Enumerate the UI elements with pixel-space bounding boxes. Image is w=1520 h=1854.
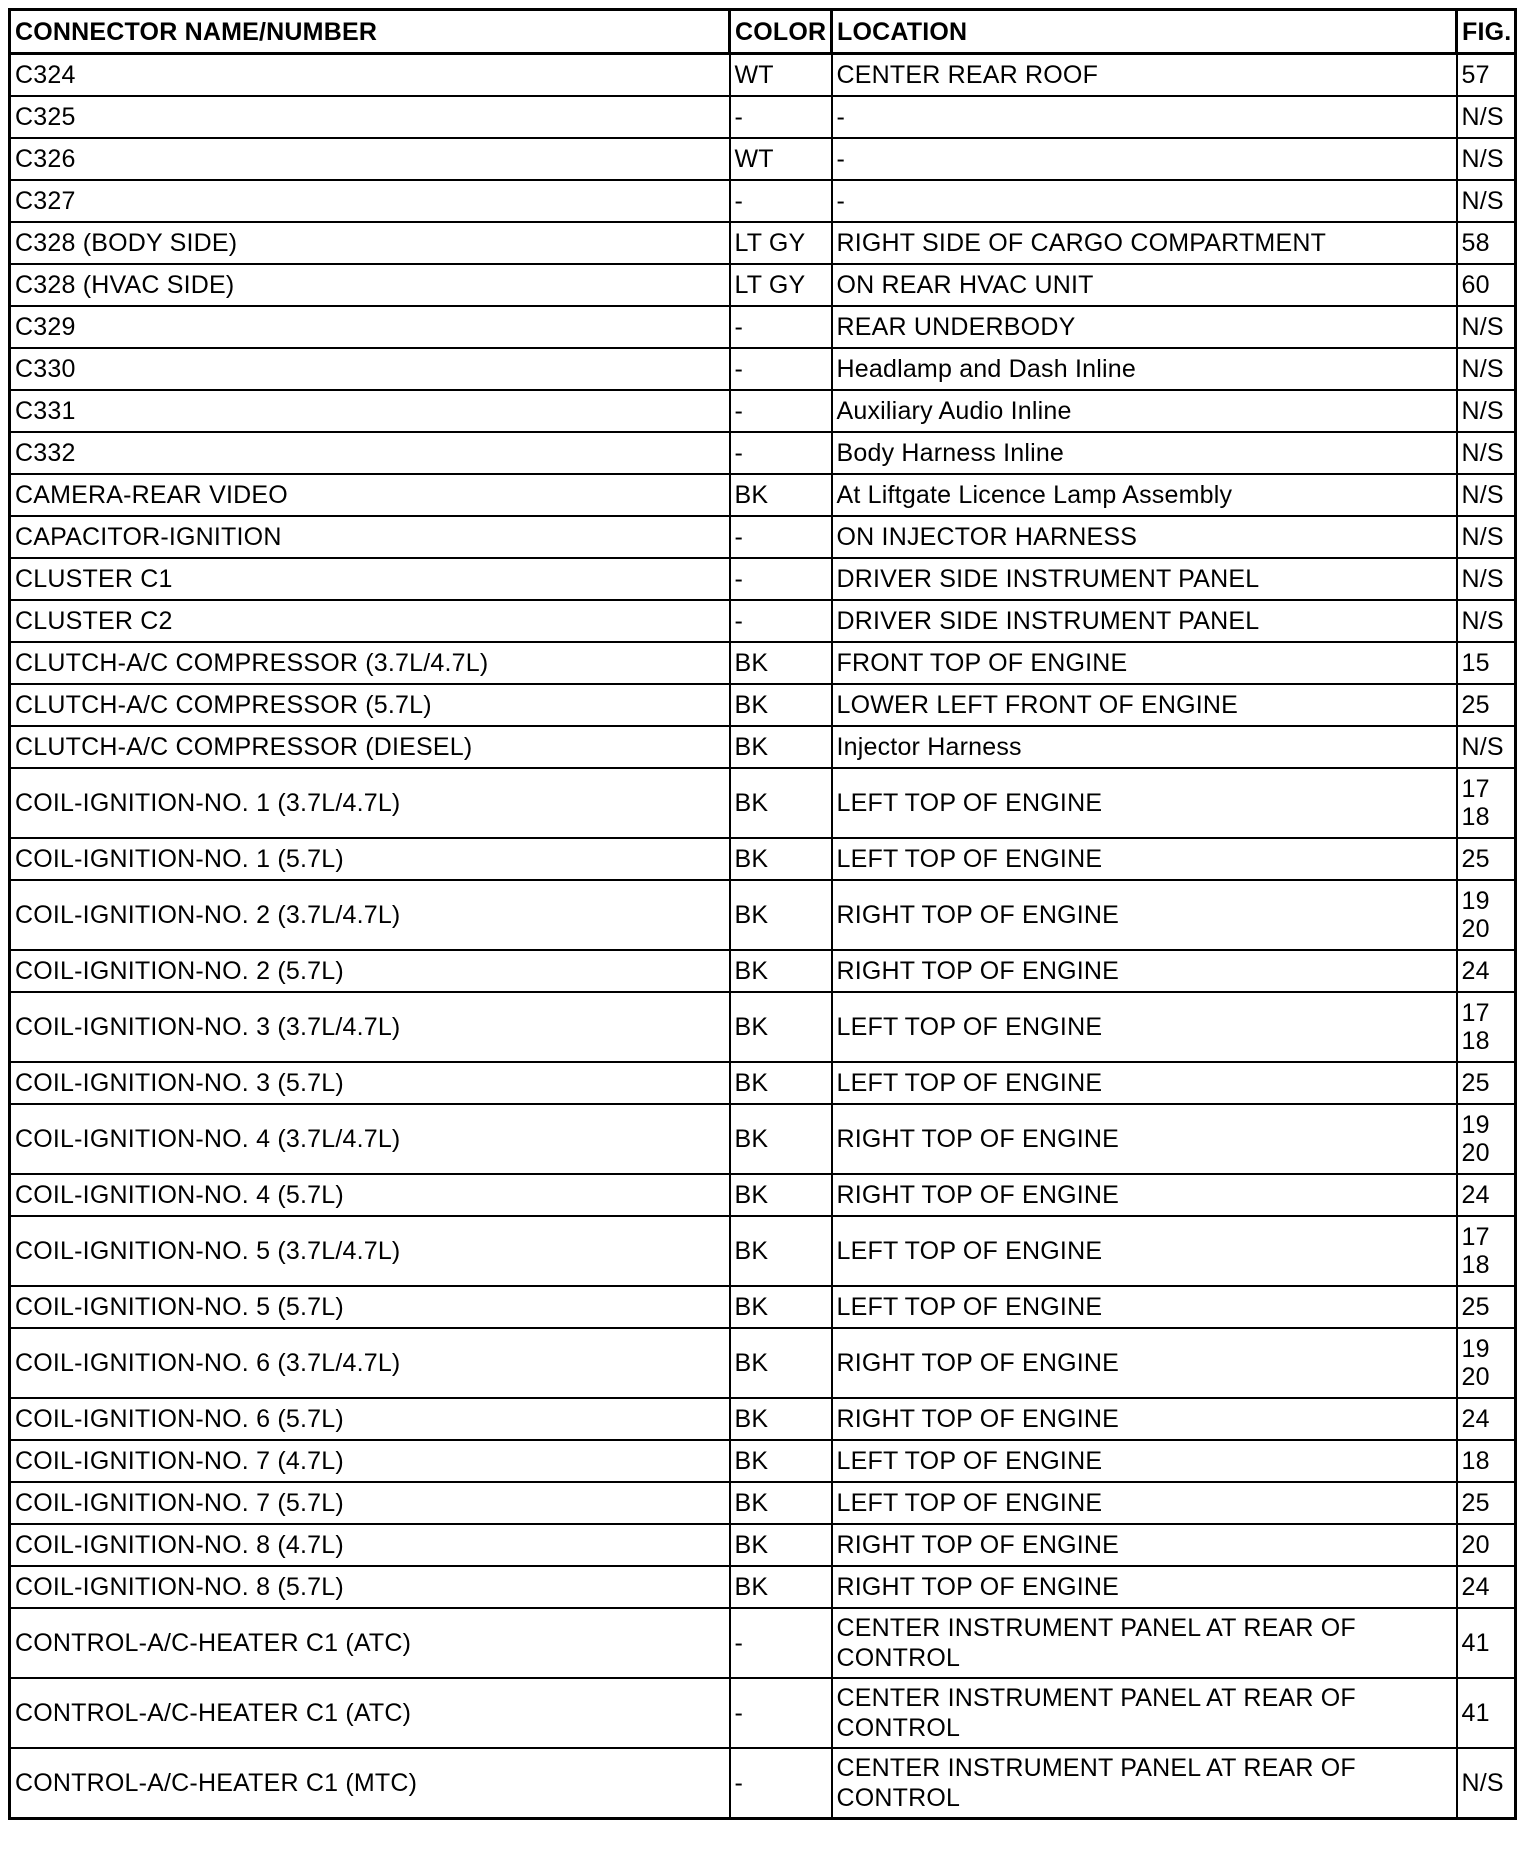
connector-name-cell: CONTROL-A/C-HEATER C1 (ATC) [10,1678,730,1748]
fig-cell: N/S [1457,348,1516,390]
color-cell: BK [730,1216,832,1286]
fig-cell: 18 [1457,1440,1516,1482]
connector-name-cell: COIL-IGNITION-NO. 7 (5.7L) [10,1482,730,1524]
fig-cell: N/S [1457,390,1516,432]
connector-name-cell: COIL-IGNITION-NO. 3 (3.7L/4.7L) [10,992,730,1062]
connector-name-cell: COIL-IGNITION-NO. 6 (5.7L) [10,1398,730,1440]
fig-cell: 24 [1457,1174,1516,1216]
header-location: LOCATION [832,10,1457,54]
location-cell: CENTER REAR ROOF [832,54,1457,97]
fig-cell: N/S [1457,1748,1516,1819]
connector-name-cell: CLUSTER C2 [10,600,730,642]
location-cell: Auxiliary Audio Inline [832,390,1457,432]
location-cell: REAR UNDERBODY [832,306,1457,348]
fig-cell: 25 [1457,838,1516,880]
connector-name-cell: CONTROL-A/C-HEATER C1 (MTC) [10,1748,730,1819]
color-cell: - [730,600,832,642]
location-cell: Injector Harness [832,726,1457,768]
location-cell: LEFT TOP OF ENGINE [832,768,1457,838]
table-row [10,992,1516,1062]
table-row [10,432,1516,474]
color-cell: - [730,516,832,558]
table-row [10,1524,1516,1566]
fig-cell: N/S [1457,180,1516,222]
connector-name-cell: C330 [10,348,730,390]
connector-name-cell: COIL-IGNITION-NO. 2 (5.7L) [10,950,730,992]
fig-cell: 17 18 [1457,768,1516,838]
location-cell: RIGHT TOP OF ENGINE [832,1398,1457,1440]
connector-name-cell: COIL-IGNITION-NO. 4 (5.7L) [10,1174,730,1216]
fig-cell: 24 [1457,950,1516,992]
connector-name-cell: C332 [10,432,730,474]
fig-cell: N/S [1457,474,1516,516]
connector-name-cell: C329 [10,306,730,348]
fig-cell: 19 20 [1457,1104,1516,1174]
connector-name-cell: CLUTCH-A/C COMPRESSOR (3.7L/4.7L) [10,642,730,684]
table-row [10,768,1516,838]
location-cell: Body Harness Inline [832,432,1457,474]
table-row [10,264,1516,306]
location-cell: RIGHT SIDE OF CARGO COMPARTMENT [832,222,1457,264]
color-cell: WT [730,138,832,180]
color-cell: BK [730,642,832,684]
table-row [10,1398,1516,1440]
location-cell: CENTER INSTRUMENT PANEL AT REAR OF CONTROL [832,1608,1457,1678]
color-cell: - [730,432,832,474]
color-cell: BK [730,768,832,838]
location-cell: - [832,180,1457,222]
color-cell: BK [730,1062,832,1104]
connector-name-cell: COIL-IGNITION-NO. 8 (5.7L) [10,1566,730,1608]
color-cell: LT GY [730,264,832,306]
fig-cell: N/S [1457,516,1516,558]
connector-name-cell: COIL-IGNITION-NO. 5 (3.7L/4.7L) [10,1216,730,1286]
table-row [10,558,1516,600]
table-row [10,1678,1516,1748]
fig-cell: N/S [1457,138,1516,180]
fig-cell: N/S [1457,558,1516,600]
table-row [10,880,1516,950]
table-header [10,10,1516,54]
color-cell: BK [730,1174,832,1216]
table-row [10,1104,1516,1174]
color-cell: LT GY [730,222,832,264]
table-row [10,1062,1516,1104]
table-row [10,306,1516,348]
table-row [10,54,1516,97]
table-body [10,54,1516,1819]
color-cell: BK [730,992,832,1062]
table-row [10,642,1516,684]
fig-cell: 25 [1457,1286,1516,1328]
location-cell: Headlamp and Dash Inline [832,348,1457,390]
color-cell: BK [730,1328,832,1398]
connector-name-cell: C328 (HVAC SIDE) [10,264,730,306]
fig-cell: 25 [1457,1482,1516,1524]
table-row [10,180,1516,222]
table-row [10,1748,1516,1819]
fig-cell: 25 [1457,1062,1516,1104]
table-row [10,348,1516,390]
color-cell: - [730,390,832,432]
connector-name-cell: C324 [10,54,730,97]
location-cell: - [832,138,1457,180]
connector-name-cell: CAPACITOR-IGNITION [10,516,730,558]
table-row [10,1482,1516,1524]
location-cell: LOWER LEFT FRONT OF ENGINE [832,684,1457,726]
fig-cell: N/S [1457,432,1516,474]
connector-name-cell: COIL-IGNITION-NO. 5 (5.7L) [10,1286,730,1328]
fig-cell: 24 [1457,1566,1516,1608]
fig-cell: N/S [1457,600,1516,642]
color-cell: BK [730,1566,832,1608]
location-cell: LEFT TOP OF ENGINE [832,1062,1457,1104]
connector-name-cell: CONTROL-A/C-HEATER C1 (ATC) [10,1608,730,1678]
fig-cell: 25 [1457,684,1516,726]
location-cell: At Liftgate Licence Lamp Assembly [832,474,1457,516]
table-row [10,1216,1516,1286]
table-row [10,1328,1516,1398]
header-row [10,10,1516,54]
color-cell: - [730,1608,832,1678]
fig-cell: 60 [1457,264,1516,306]
table-row [10,222,1516,264]
location-cell: RIGHT TOP OF ENGINE [832,1174,1457,1216]
fig-cell: N/S [1457,306,1516,348]
fig-cell: 41 [1457,1678,1516,1748]
color-cell: - [730,180,832,222]
color-cell: BK [730,1482,832,1524]
header-fig: FIG. [1457,10,1516,54]
connector-name-cell: CLUTCH-A/C COMPRESSOR (5.7L) [10,684,730,726]
color-cell: - [730,348,832,390]
color-cell: BK [730,1286,832,1328]
connector-name-cell: C326 [10,138,730,180]
location-cell: RIGHT TOP OF ENGINE [832,1104,1457,1174]
location-cell: RIGHT TOP OF ENGINE [832,880,1457,950]
connector-name-cell: COIL-IGNITION-NO. 8 (4.7L) [10,1524,730,1566]
location-cell: FRONT TOP OF ENGINE [832,642,1457,684]
color-cell: BK [730,1104,832,1174]
header-connector-name: CONNECTOR NAME/NUMBER [10,10,730,54]
connector-name-cell: CLUSTER C1 [10,558,730,600]
connector-name-cell: COIL-IGNITION-NO. 7 (4.7L) [10,1440,730,1482]
table-row [10,1286,1516,1328]
connector-name-cell: COIL-IGNITION-NO. 1 (3.7L/4.7L) [10,768,730,838]
color-cell: BK [730,1398,832,1440]
table-row [10,1566,1516,1608]
connector-name-cell: COIL-IGNITION-NO. 4 (3.7L/4.7L) [10,1104,730,1174]
connector-name-cell: C325 [10,96,730,138]
fig-cell: 19 20 [1457,880,1516,950]
table-row [10,600,1516,642]
table-row [10,474,1516,516]
location-cell: DRIVER SIDE INSTRUMENT PANEL [832,600,1457,642]
connector-name-cell: COIL-IGNITION-NO. 6 (3.7L/4.7L) [10,1328,730,1398]
connector-name-cell: CLUTCH-A/C COMPRESSOR (DIESEL) [10,726,730,768]
fig-cell: N/S [1457,96,1516,138]
connector-name-cell: COIL-IGNITION-NO. 1 (5.7L) [10,838,730,880]
location-cell: LEFT TOP OF ENGINE [832,1286,1457,1328]
fig-cell: 20 [1457,1524,1516,1566]
location-cell: CENTER INSTRUMENT PANEL AT REAR OF CONTROL [832,1748,1457,1819]
connector-location-sheet [8,8,1517,1820]
table-row [10,138,1516,180]
connector-name-cell: COIL-IGNITION-NO. 3 (5.7L) [10,1062,730,1104]
color-cell: BK [730,950,832,992]
fig-cell: 19 20 [1457,1328,1516,1398]
color-cell: BK [730,1440,832,1482]
color-cell: BK [730,838,832,880]
location-cell: CENTER INSTRUMENT PANEL AT REAR OF CONTROL [832,1678,1457,1748]
color-cell: WT [730,54,832,97]
header-color: COLOR [730,10,832,54]
fig-cell: 24 [1457,1398,1516,1440]
fig-cell: 15 [1457,642,1516,684]
color-cell: BK [730,684,832,726]
location-cell: LEFT TOP OF ENGINE [832,1440,1457,1482]
location-cell: RIGHT TOP OF ENGINE [832,1524,1457,1566]
color-cell: BK [730,1524,832,1566]
color-cell: - [730,1748,832,1819]
table-row [10,1608,1516,1678]
fig-cell: 41 [1457,1608,1516,1678]
location-cell: RIGHT TOP OF ENGINE [832,1566,1457,1608]
location-cell: LEFT TOP OF ENGINE [832,1482,1457,1524]
location-cell: LEFT TOP OF ENGINE [832,838,1457,880]
connector-name-cell: C331 [10,390,730,432]
color-cell: - [730,96,832,138]
location-cell: LEFT TOP OF ENGINE [832,992,1457,1062]
location-cell: RIGHT TOP OF ENGINE [832,950,1457,992]
connector-location-table [8,8,1517,1820]
table-row [10,516,1516,558]
location-cell: RIGHT TOP OF ENGINE [832,1328,1457,1398]
location-cell: ON REAR HVAC UNIT [832,264,1457,306]
location-cell: ON INJECTOR HARNESS [832,516,1457,558]
color-cell: BK [730,880,832,950]
table-row [10,684,1516,726]
table-row [10,838,1516,880]
location-cell: LEFT TOP OF ENGINE [832,1216,1457,1286]
color-cell: - [730,1678,832,1748]
location-cell: DRIVER SIDE INSTRUMENT PANEL [832,558,1457,600]
connector-name-cell: CAMERA-REAR VIDEO [10,474,730,516]
fig-cell: 17 18 [1457,992,1516,1062]
color-cell: - [730,306,832,348]
fig-cell: 58 [1457,222,1516,264]
connector-name-cell: COIL-IGNITION-NO. 2 (3.7L/4.7L) [10,880,730,950]
connector-name-cell: C327 [10,180,730,222]
table-row [10,390,1516,432]
connector-name-cell: C328 (BODY SIDE) [10,222,730,264]
color-cell: - [730,558,832,600]
table-row [10,96,1516,138]
fig-cell: N/S [1457,726,1516,768]
table-row [10,1440,1516,1482]
color-cell: BK [730,726,832,768]
table-row [10,726,1516,768]
fig-cell: 57 [1457,54,1516,97]
table-row [10,950,1516,992]
table-row [10,1174,1516,1216]
fig-cell: 17 18 [1457,1216,1516,1286]
location-cell: - [832,96,1457,138]
color-cell: BK [730,474,832,516]
